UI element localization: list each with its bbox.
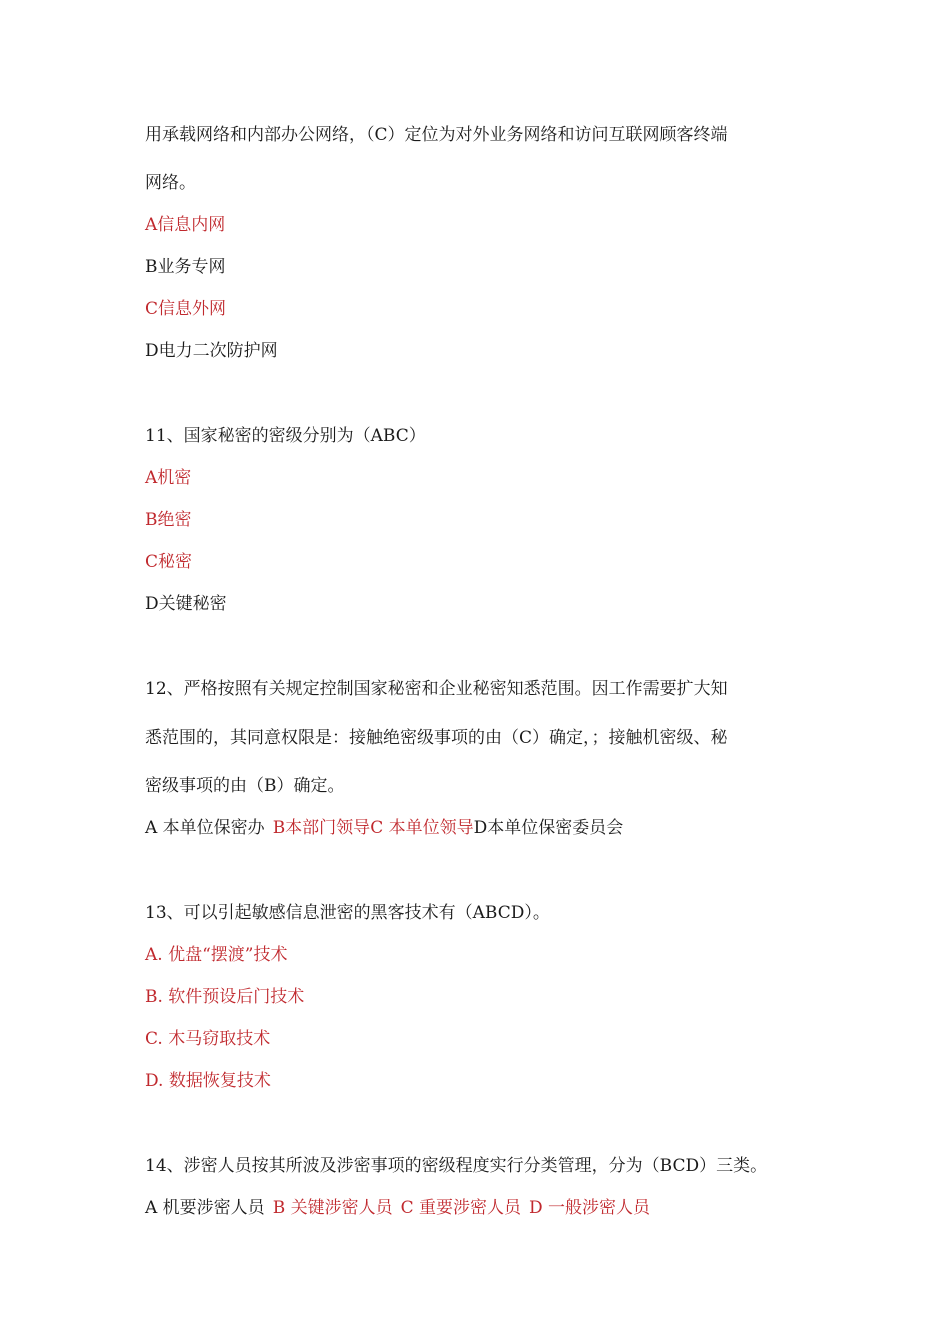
q12-option-d: D本单位保密委员会	[473, 818, 624, 838]
q12-option-b: B本部门领导	[272, 818, 371, 838]
q13-option-d: D. 数据恢复技术	[145, 1071, 271, 1091]
q12-stem-line3: 密级事项的由（B）确定。	[145, 776, 345, 796]
q14-option-c: C 重要涉密人员	[400, 1198, 522, 1218]
q14-stem: 14、涉密人员按其所波及涉密事项的密级程度实行分类管理，分为（BCD）三类。	[145, 1156, 768, 1176]
q11-stem: 11、国家秘密的密级分别为（ABC）	[145, 426, 426, 446]
q14-option-d: D 一般涉密人员	[529, 1198, 651, 1218]
q11-option-d: D关键秘密	[145, 594, 227, 614]
q14-options-line	[145, 1196, 650, 1220]
q11-option-b: B绝密	[145, 510, 192, 530]
q13-stem: 13、可以引起敏感信息泄密的黑客技术有（ABCD）。	[145, 903, 550, 923]
q10-option-c: C信息外网	[145, 299, 227, 319]
q11-option-c: C秘密	[145, 552, 193, 572]
q10-option-d: D电力二次防护网	[145, 341, 278, 361]
q14-option-b: B 关键涉密人员	[272, 1198, 393, 1218]
q11-option-a: A机密	[145, 468, 192, 488]
q12-stem-line2: 悉范围的，其同意权限是：接触绝密级事项的由（C）确定，；接触机密级、秘	[145, 728, 728, 748]
q12-stem-line1: 12、严格按照有关规定控制国家秘密和企业秘密知悉范围。因工作需要扩大知	[145, 679, 728, 699]
q13-option-a: A. 优盘“摆渡”技术	[145, 945, 288, 965]
q13-option-b: B. 软件预设后门技术	[145, 987, 305, 1007]
q10-stem-line1: 用承载网络和内部办公网络，（C）定位为对外业务网络和访问互联网顾客终端	[145, 125, 728, 145]
q13-option-c: C. 木马窃取技术	[145, 1029, 271, 1049]
q12-option-a: A 本单位保密办	[145, 818, 265, 838]
q12-options-line	[145, 816, 623, 840]
q10-option-b: B业务专网	[145, 257, 226, 277]
q14-option-a: A 机要涉密人员	[145, 1198, 265, 1218]
q12-option-c: C 本单位领导	[370, 818, 474, 838]
q10-option-a: A信息内网	[145, 215, 226, 235]
q10-stem-line2: 网络。	[145, 173, 196, 193]
